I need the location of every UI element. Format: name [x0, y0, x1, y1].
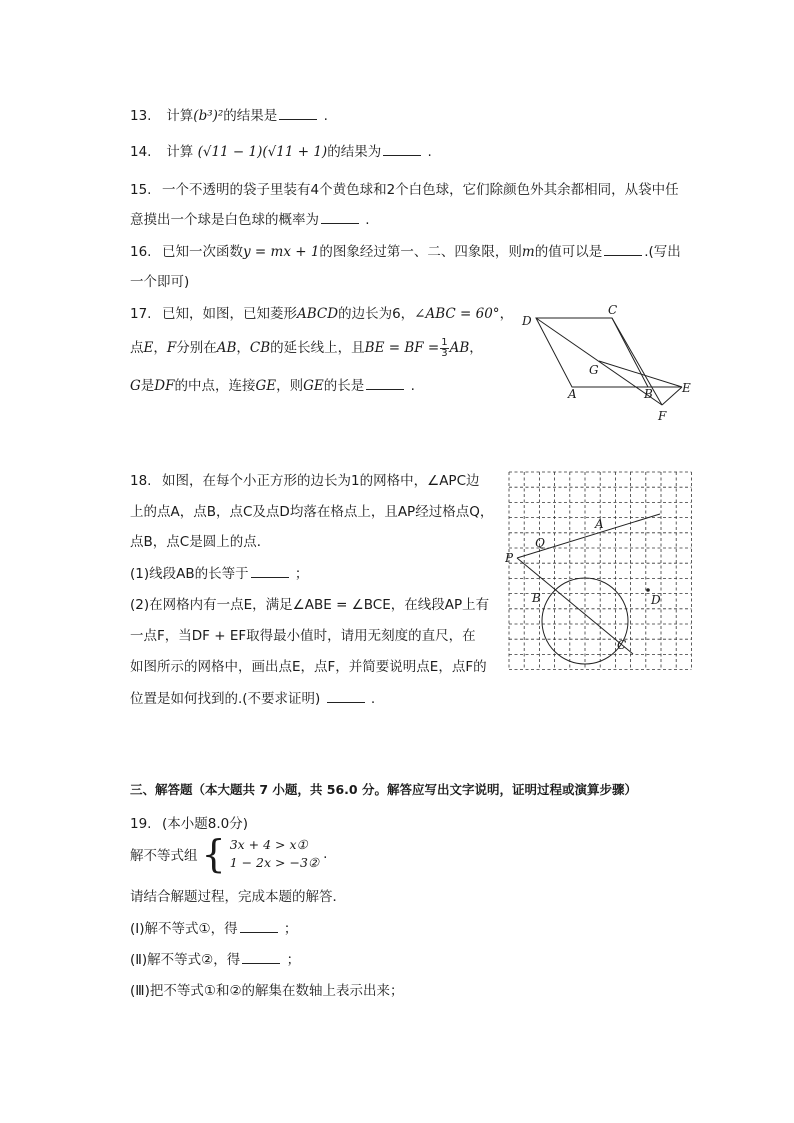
punctuation: ， [236, 340, 250, 356]
math-expression: BE = BF = [364, 340, 440, 356]
question-text: 一个即可) [130, 274, 190, 290]
extension-cb [612, 318, 662, 405]
left-brace: { [201, 832, 226, 876]
question-17-line3 [130, 374, 415, 394]
question-text: 如图所示的网格中，画出点E，点F，并简要说明点E，点F的 [130, 659, 487, 675]
question-18-line5 [130, 593, 489, 613]
label-e: E [682, 381, 691, 395]
question-text: 意摸出一个球是白色球的概率为 [130, 212, 319, 228]
answer-blank[interactable] [251, 565, 289, 578]
question-text: 计算 [166, 144, 194, 160]
question-18-line8 [130, 687, 375, 707]
question-text: 的延长线上，且 [270, 340, 365, 356]
math-variable: m [521, 244, 535, 260]
answer-blank[interactable] [383, 143, 421, 156]
answer-blank[interactable] [366, 377, 404, 390]
question-16 [130, 240, 681, 260]
step-text: (Ⅱ)解不等式②，得 [130, 952, 241, 968]
system-rows [230, 836, 319, 872]
question-number: 19. [130, 816, 152, 832]
rhombus-figure [510, 300, 700, 425]
question-text: 分别在 [176, 340, 217, 356]
question-18-line7 [130, 655, 487, 675]
point-d-dot [646, 588, 650, 592]
question-text: 的长是 [323, 378, 365, 394]
label-a: A [595, 517, 604, 531]
punctuation: ， [469, 340, 483, 356]
math-variable: CB [249, 340, 271, 356]
label-c: C [617, 638, 627, 652]
answer-blank[interactable] [604, 243, 642, 256]
question-number: 14. [130, 144, 152, 160]
question-18 [130, 469, 480, 489]
fraction-denominator: 3 [441, 347, 448, 359]
label-d: D [522, 314, 532, 328]
label-a: A [568, 387, 577, 401]
answer-blank[interactable] [327, 690, 365, 703]
math-expression: ∠ABC = 60° [414, 306, 500, 322]
question-text: 的结果为 [327, 144, 382, 160]
math-expression: (√11 − 1)(√11 + 1) [197, 144, 328, 160]
question-text: 解不等式组 [130, 848, 198, 864]
question-17-line2 [130, 336, 483, 359]
question-text: 已知，如图，已知菱形 [162, 306, 297, 322]
question-number: 15. [130, 182, 152, 198]
math-variable: ABCD [297, 306, 339, 322]
question-text: 的图象经过第一、二、四象限，则 [319, 244, 522, 260]
inequality-1: 3x + 4 > x① [229, 837, 308, 852]
punctuation: . [410, 378, 415, 394]
question-score: (本小题8.0分) [162, 816, 249, 832]
punctuation: . [427, 144, 432, 160]
question-text: 计算 [166, 108, 194, 124]
math-variable: AB [449, 340, 470, 356]
punctuation: ； [294, 566, 309, 582]
question-18-line2 [130, 500, 493, 520]
punctuation: ； [286, 952, 301, 968]
label-b: B [532, 591, 541, 605]
fraction [440, 338, 448, 359]
math-variable: GE [303, 378, 324, 394]
fraction-numerator: 1 [441, 336, 448, 348]
question-text: 的中点，连接 [174, 378, 256, 394]
math-expression: y = mx + 1 [243, 244, 320, 260]
math-variable: G [130, 378, 141, 394]
question-text: 位置是如何找到的.(不要求证明) [130, 691, 321, 707]
math-variable: E [143, 340, 154, 356]
math-variable: DF [154, 378, 175, 394]
question-number: 18. [130, 473, 152, 489]
punctuation: . [323, 846, 328, 862]
punctuation: ， [153, 340, 167, 356]
question-text: 点B，点C是圆上的点． [130, 534, 271, 550]
answer-blank[interactable] [279, 107, 317, 120]
question-17 [130, 302, 513, 322]
inequality-2: 1 − 2x > −3② [229, 855, 320, 870]
label-g: G [589, 363, 599, 377]
math-variable: F [166, 340, 177, 356]
punctuation: ， [499, 306, 514, 322]
answer-blank[interactable] [240, 920, 278, 933]
question-15-line2 [130, 208, 370, 228]
question-number: 13. [130, 108, 152, 124]
step-2 [130, 948, 300, 968]
question-16-line2 [130, 270, 189, 290]
segment-ge [599, 361, 682, 387]
inequality-system [130, 832, 328, 876]
question-text: (2)在网格内有一点E，满足∠ABE = ∠BCE，在线段AP上有 [130, 597, 490, 613]
question-text: 上的点A，点B，点C及点D均落在格点上，且AP经过格点Q， [130, 504, 494, 520]
question-14 [130, 140, 432, 160]
question-13 [130, 104, 328, 124]
question-text: 是 [140, 378, 155, 394]
label-d: D [651, 593, 661, 607]
question-18-line3 [130, 530, 270, 550]
question-19 [130, 812, 248, 832]
label-q: Q [535, 536, 545, 550]
step-3: (Ⅲ)把不等式①和②的解集在数轴上表示出来； [130, 983, 404, 999]
punctuation: ； [283, 921, 298, 937]
section-heading: 三、解答题（本大题共 7 小题，共 56.0 分。解答应写出文字说明，证明过程或演算步骤） [130, 782, 637, 797]
step-1 [130, 917, 297, 937]
question-number: 17. [130, 306, 152, 322]
question-text: 一点F，当DF + EF取得最小值时，请用无刻度的直尺，在 [130, 628, 476, 644]
question-text: 的结果是 [223, 108, 278, 124]
question-15 [130, 178, 679, 198]
question-text: 如图，在每个小正方形的边长为1的网格中，∠APC边 [162, 473, 480, 489]
question-text: ，则 [276, 378, 304, 394]
math-expression: (b³)² [193, 108, 224, 124]
answer-blank[interactable] [321, 211, 359, 224]
punctuation: . [323, 108, 328, 124]
question-text: 点 [130, 340, 144, 356]
grid-figure [505, 468, 697, 674]
question-19-instruction: 请结合解题过程，完成本题的解答． [130, 889, 346, 905]
question-text: 一个不透明的袋子里装有4个黄色球和2个白色球，它们除颜色外其余都相同，从袋中任 [162, 182, 679, 198]
question-18-line6 [130, 624, 476, 644]
dashed-grid [509, 472, 691, 670]
question-number: 16. [130, 244, 152, 260]
label-c: C [608, 303, 618, 317]
question-text: 的边长为6， [338, 306, 415, 322]
label-f: F [658, 409, 667, 423]
label-p: P [505, 551, 514, 565]
math-variable: GE [255, 378, 277, 394]
step-text: (Ⅰ)解不等式①，得 [130, 921, 238, 937]
question-18-line4 [130, 562, 308, 582]
question-text: .(写出 [644, 244, 681, 260]
punctuation: . [370, 691, 376, 707]
punctuation: . [365, 212, 370, 228]
label-b: B [644, 387, 653, 401]
question-text: 已知一次函数 [162, 244, 243, 260]
question-text: (1)线段AB的长等于 [130, 566, 249, 582]
question-text: 的值可以是 [534, 244, 603, 260]
answer-blank[interactable] [242, 951, 280, 964]
segment-ef [662, 387, 682, 405]
math-variable: AB [216, 340, 237, 356]
